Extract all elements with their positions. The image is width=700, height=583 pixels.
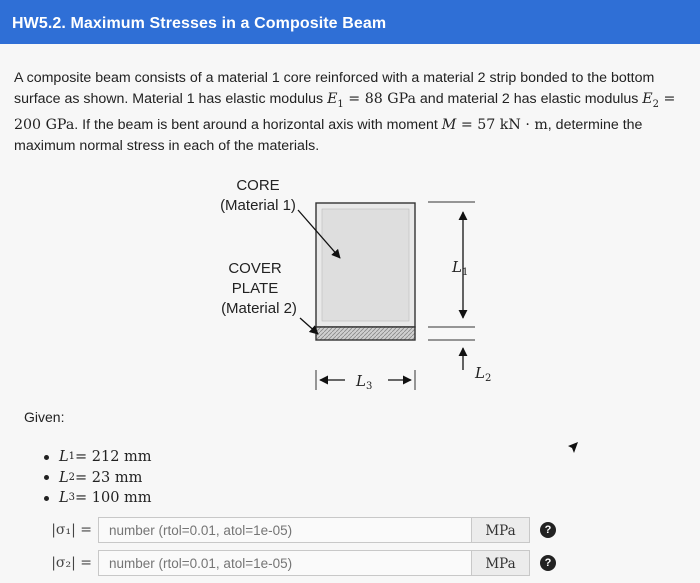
core-inner-shading [322, 209, 409, 321]
bullet [44, 455, 49, 460]
sigma1-input[interactable] [98, 517, 472, 543]
sigma2-unit: MPa [472, 550, 530, 576]
given-l1-symbol: L [59, 449, 69, 465]
l1-label: $L_1$ [452, 258, 469, 278]
given-l3-value: = 100 mm [75, 490, 152, 506]
e1-subscript: 1 [337, 98, 344, 110]
cover-label-line1: COVER [228, 260, 282, 277]
sigma1-label: |σ₁| = [51, 522, 92, 538]
sigma2-label: |σ₂| = [51, 555, 92, 571]
given-l2-subscript: 2 [68, 471, 76, 483]
given-list [44, 447, 152, 509]
sigma1-unit: MPa [472, 517, 530, 543]
e1-symbol: E [327, 91, 338, 107]
given-l1-subscript: 1 [68, 451, 76, 462]
question-circle-icon[interactable]: ? [540, 555, 556, 571]
cover-label-line2: PLATE [231, 280, 279, 297]
given-l3-symbol: L [59, 490, 69, 506]
question-circle-icon[interactable]: ? [540, 522, 556, 538]
mouse-pointer-icon [566, 441, 580, 455]
l3-label: $L_3$ [356, 372, 373, 392]
given-l3-subscript: 3 [68, 492, 76, 503]
given-l2-symbol: L [59, 469, 69, 486]
core-label-line1: CORE [236, 177, 280, 194]
problem-text-3: . If the beam is bent around a horizontal axis with moment [74, 116, 442, 133]
l2-label: $L_2$ [475, 364, 492, 384]
given-item-l2 [44, 468, 152, 489]
e2-value: = 200 GPa [14, 91, 676, 133]
cover-label-line3: (Material 2) [221, 300, 297, 317]
given-l1-value: = 212 mm [75, 449, 152, 465]
given-item-l3 [44, 488, 152, 509]
e2-subscript: 2 [652, 98, 660, 110]
e2-symbol: E [642, 91, 653, 107]
cover-pointer-arrow [300, 318, 318, 334]
bullet [44, 496, 49, 501]
given-item-l1 [44, 447, 152, 468]
cover-plate-section [316, 327, 415, 340]
answer-row-sigma1 [32, 516, 556, 544]
m-value: = 57 kN · m [456, 116, 548, 133]
given-label: Given: [24, 409, 65, 425]
given-l2-value: = 23 mm [75, 469, 143, 486]
problem-text-1: A composite beam consists of a material 1 core reinforced with a material 2 strip bonded to the bottom surface as shown. Material 1 has elastic modulus [14, 70, 655, 107]
e1-value: = 88 GPa [343, 91, 416, 107]
page-title: HW5.2. Maximum Stresses in a Composite Beam [12, 15, 387, 32]
answer-row-sigma2 [32, 549, 556, 577]
bullet [44, 475, 49, 480]
sigma2-input[interactable] [98, 550, 472, 576]
core-label-line2: (Material 1) [220, 197, 296, 214]
problem-text-2: and material 2 has elastic modulus [415, 91, 643, 107]
problem-text-4: , determine the maximum normal stress in each of the materials. [14, 116, 643, 154]
m-symbol: M [441, 116, 457, 133]
